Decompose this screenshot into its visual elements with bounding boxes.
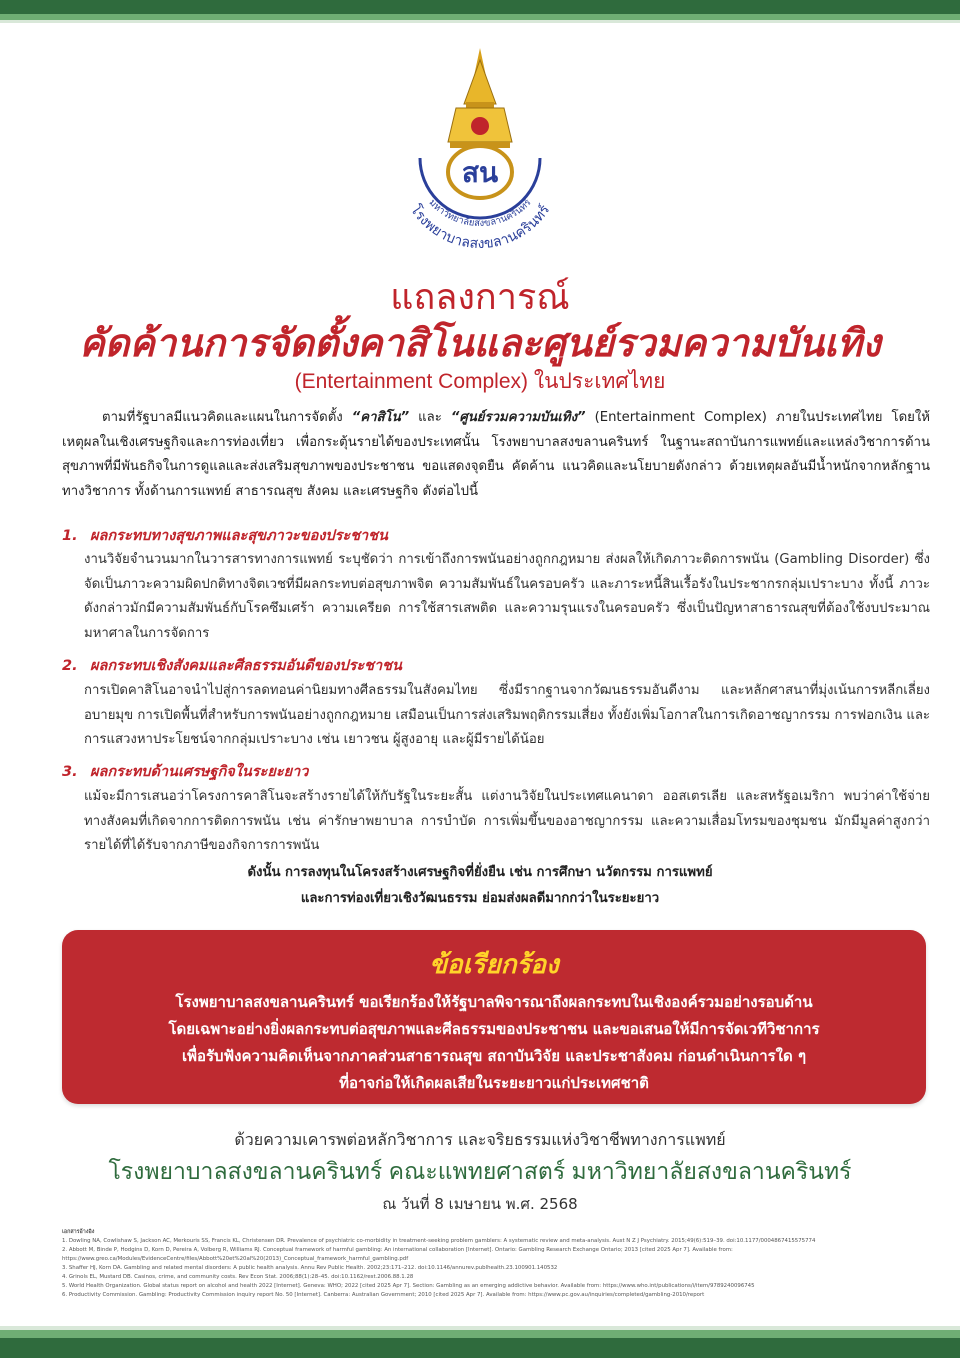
references: เอกสารอ้างอิง 1. Dowling NA, Cowlishaw S, Jackson AC, Merkouris SS, Francis KL, Christensen DR. Prevalence of psychiatric co-morbidity in treatment-seeking problem gamblers: A systematic review and meta-analysis. Aust N Z J Psychiatry. 2015;49(6):519–39. doi:10.1177/0004867415575774 2. Abbott M, Binde P, Hodgins D, Korn D, Pereira A, Volberg R, Williams RJ. Conceptual framework of harmful gambling: An international collaboration [Internet]. Ontario: Gambling Research Exchange Ontario; 2013 [cited 2025 Apr 7]. Available from: https://www.greo.ca/Modules/EvidenceCentre/files/Abbott%20et%20al%20(2013)_Conceptual_framework_harmful_gambling.pdf 3. Shaffer HJ, Korn DA. Gambling and related mental disorders: A public health analysis. Annu Rev Public Health. 2002;23:171–212. doi:10.1146/annurev.publhealth.23.100901.140532 4. Grinols EL, Mustard DB. Casinos, crime, and community costs. Rev Econ Stat. 2006;88(1):28–45. doi:10.1162/rest.2006.88.1.28 5. World Health Organization. Global status report on alcohol and health 2022 [Internet]. Geneva: WHO; 2022 [cited 2025 Apr 7]. Section: Gambling as an emerging addictive behavior. Available from: https://www.who.int/publications/i/item/9789240096745 6. Productivity Commission. Gambling: Productivity Commission inquiry report No. 50 [Internet]. Canberra: Australian Government; 2010 [cited 2025 Apr 7]. Available from: https://www.pc.gov.au/inquiries/completed/gambling-2010/report (62, 1228, 922, 1300)
section-body-economy: แม้จะมีการเสนอว่าโครงการคาสิโนจะสร้างรายได้ให้กับรัฐในระยะสั้น แต่งานวิจัยในประเทศแคนาดา ออสเตรเลีย และสหรัฐอเมริกา พบว่าค่าใช้จ่ายทางสังคมที่เกิดจากการติดการพนัน เช่น ค่ารักษาพยาบาล การบำบัด การเพิ่มขึ้นของอาชญากรรม และความเสื่อมโทรมของชุมชน มักมีมูลค่าสูงกว่ารายได้ที่ได้รับจากภาษีของกิจการการพนัน (84, 789, 930, 853)
conclusion: ดังนั้น การลงทุนในโครงสร้างเศรษฐกิจที่ยั่งยืน เช่น การศึกษา นวัตกรรม การแพทย์ และการท่องเที่ยวเชิงวัฒนธรรม ย่อมส่งผลดีมากกว่าในระยะยาว (247, 865, 713, 906)
reference-item: 6. Productivity Commission. Gambling: Productivity Commission inquiry report No. 50 [Internet]. Canberra: Australian Government; 2010 [cited 2025 Apr 7]. Available from: https://www.pc.gov.au/inquiries/completed/gambling-2010/report (62, 1292, 705, 1298)
appeal-box (62, 930, 926, 1104)
reference-item: 2. Abbott M, Binde P, Hodgins D, Korn D, Pereira A, Volberg R, Williams RJ. Conceptual framework of harmful gambling: An international collaboration [Internet]. Ontario: Gambling Research Exchange Ontario; 2013 [cited 2025 Apr 7]. Available from: (62, 1247, 733, 1253)
section-heading-economy: 3. ผลกระทบด้านเศรษฐกิจในระยะยาว (62, 764, 309, 780)
section-body-social: การเปิดคาสิโนอาจนำไปสู่การลดทอนค่านิยมทางศีลธรรมในสังคมไทย ซึ่งมีรากฐานจากวัฒนธรรมอันดีงาม และหลักศาสนาที่มุ่งเน้นการหลีกเลี่ยงอบายมุข การเปิดพื้นที่สำหรับการพนันอย่างถูกกฎหมาย เสมือนเป็นการส่งเสริมพฤติกรรมเสี่ยง ทั้งยังเพิ่มโอกาสในการเกิดอาชญากรรม การฟอกเงิน และการแสวงหาประโยชน์จากกลุ่มเปราะบาง เช่น เยาวชน ผู้สูงอายุ และผู้มีรายได้น้อย (84, 683, 930, 747)
reference-item: 4. Grinols EL, Mustard DB. Casinos, crime, and community costs. Rev Econ Stat. 2006;88(1):28–45. doi:10.1162/rest.2006.88.1.28 (62, 1274, 414, 1280)
section-heading-health: 1. ผลกระทบทางสุขภาพและสุขภาวะของประชาชน (62, 528, 388, 544)
hospital-emblem-icon (390, 46, 570, 258)
bottom-green-band (0, 1326, 960, 1358)
reference-item: 1. Dowling NA, Cowlishaw S, Jackson AC, Merkouris SS, Francis KL, Christensen DR. Prevalence of psychiatric co-morbidity in treatment-seeking problem gamblers: A systematic review and meta-analysis. Aust N Z J Psychiatry. 2015;49(6):519–39. doi:10.1177/0004867415575774 (62, 1238, 816, 1244)
appeal-body: โรงพยาบาลสงขลานครินทร์ ขอเรียกร้องให้รัฐบาลพิจารณาถึงผลกระทบในเชิงองค์รวมอย่างรอบด้าน โดยเฉพาะอย่างยิ่งผลกระทบต่อสุขภาพและศีลธรรมของประชาชน และขอเสนอให้มีการจัดเวทีวิชาการ เพื่อรับฟังความคิดเห็นจากภาคส่วนสาธารณสุข สถาบันวิจัย และประชาสังคม ก่อนดำเนินการใด ๆ ที่อาจก่อให้เกิดผลเสียในระยะยาวแก่ประเทศชาติ (168, 993, 820, 1092)
statement-date: ณ วันที่ 8 เมษายน พ.ศ. 2568 (382, 1195, 578, 1213)
reference-item: https://www.greo.ca/Modules/EvidenceCentre/files/Abbott%20et%20al%20(2013)_Conceptual_framework_harmful_gambling.pdf (62, 1256, 409, 1262)
intro-paragraph: ตามที่รัฐบาลมีแนวคิดและแผนในการจัดตั้ง “คาสิโน” และ “ศูนย์รวมความบันเทิง” (Entertainment Complex) ภายในประเทศไทย โดยให้เหตุผลในเชิงเศรษฐกิจและการท่องเที่ยว เพื่อกระตุ้นรายได้ของประเทศนั้น โรงพยาบาลสงขลานครินทร์ ในฐานะสถาบันการแพทย์และแหล่งวิชาการด้านสุขภาพที่มีพันธกิจในการดูแลและส่งเสริมสุขภาพของประชาชน ขอแสดงจุดยืน คัดค้าน แนวคิดและนโยบายดังกล่าว ด้วยเหตุผลอันมีน้ำหนักจากหลักฐานทางวิชาการ ทั้งด้านการแพทย์ สาธารณสุข สังคม และเศรษฐกิจ ดังต่อไปนี้ (62, 410, 930, 499)
top-green-band (0, 0, 960, 30)
section-body-health: งานวิจัยจำนวนมากในวารสารทางการแพทย์ ระบุชัดว่า การเข้าถึงการพนันอย่างถูกกฎหมาย ส่งผลให้เกิดภาวะติดการพนัน (Gambling Disorder) ซึ่งจัดเป็นภาวะความผิดปกติทางจิตเวชที่มีผลกระทบต่อสุขภาพจิต ความสัมพันธ์ในครอบครัว และภาระหนี้สินเรื้อรังในประชากรกลุ่มเปราะบาง ทั้งนี้ ภาวะดังกล่าวมักมีความสัมพันธ์กับโรคซึมเศร้า ความเครียด การใช้สารเสพติด และความรุนแรงในครอบครัว ซึ่งเป็นปัญหาสาธารณสุขที่ต้องใช้งบประมาณมหาศาลในการจัดการ (84, 552, 930, 641)
reference-item: 5. World Health Organization. Global status report on alcohol and health 2022 [Internet]. Geneva: WHO; 2022 [cited 2025 Apr 7]. Section: Gambling as an emerging addictive behavior. Available from: https://www.who.int/publications/i/item/9789240096745 (62, 1283, 755, 1289)
svg-text:มหาวิทยาลัยสงขลานครินทร์: มหาวิทยาลัยสงขลานครินทร์ (426, 197, 534, 230)
title-sub: (Entertainment Complex) ในประเทศไทย (294, 370, 666, 393)
section-heading-social: 2. ผลกระทบเชิงสังคมและศีลธรรมอันดีของประชาชน (62, 658, 402, 674)
title-statement: แถลงการณ์ (390, 276, 570, 317)
appeal-title: ข้อเรียกร้อง (429, 949, 559, 979)
signature-organization: โรงพยาบาลสงขลานครินทร์ คณะแพทยศาสตร์ มหาวิทยาลัยสงขลานครินทร์ (108, 1158, 852, 1184)
reference-item: 3. Shaffer HJ, Korn DA. Gambling and related mental disorders: A public health analysis. Annu Rev Public Health. 2002;23:171–212. doi:10.1146/annurev.publhealth.23.100901.140532 (62, 1265, 558, 1271)
title-main: คัดค้านการจัดตั้งคาสิโนและศูนย์รวมความบันเทิง (79, 323, 881, 365)
svg-text:สน: สน (461, 156, 499, 189)
closing-respect: ด้วยความเคารพต่อหลักวิชาการ และจริยธรรมแห่งวิชาชีพทางการแพทย์ (234, 1130, 726, 1149)
svg-text:โรงพยาบาลสงขลานครินทร์: โรงพยาบาลสงขลานครินทร์ (406, 202, 554, 253)
